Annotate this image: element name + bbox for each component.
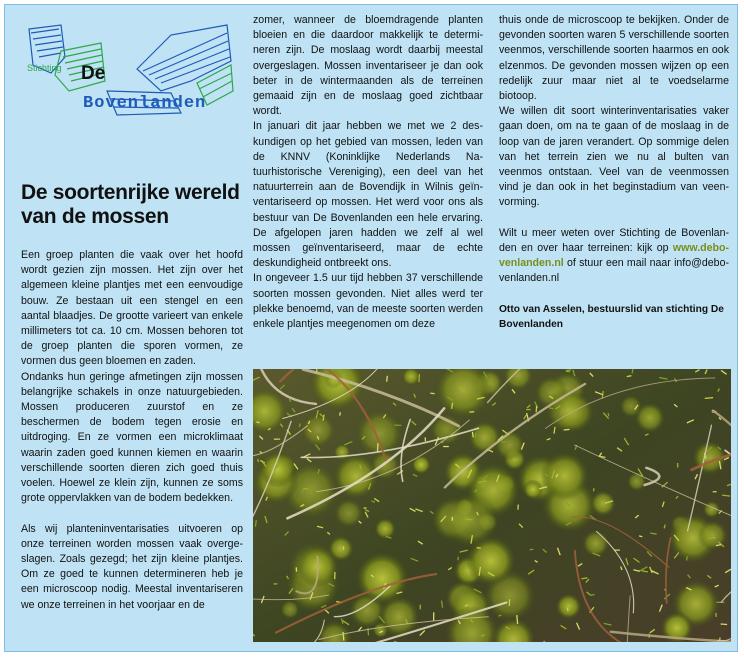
- logo-de: De: [81, 63, 106, 84]
- paragraph: thuis onde de microscoop te bekijken. Onder de gevonden soorten waren 5 verschillende soorten veenmos, verschillende soorten haarmos en ook elzenmos. De gevonden mossen wijzen op een redelijk zuur maar niet al te voedselarme biotoop.: [499, 14, 729, 103]
- column-1: [21, 248, 243, 613]
- article-page: [4, 4, 738, 652]
- column-2: [253, 13, 483, 332]
- moss-photo: [253, 369, 731, 642]
- website-link[interactable]: www.debovenlanden.nl: [499, 242, 729, 270]
- contact-paragraph: [499, 226, 729, 287]
- author-credit: Otto van Asselen, bestuurslid van stichting De Bovenlanden: [499, 303, 724, 331]
- contact-text: Wilt u meer weten over Stichting de Bovenlanden en over haar terreinen: kijk op: [499, 226, 729, 255]
- paragraph: In ongeveer 1.5 uur tijd hebben 37 verschillende soorten mossen gevonden. Niet alles werd ter plekke benoemd, van de meeste soorten werden enkele plantjes meegenomen om deze: [253, 272, 483, 331]
- paragraph: We willen dit soort winterinventarisaties vaker gaan doen, om na te gaan of de moslaag in de loop van de jaren verandert. Op sommige delen van het terrein zien we nu al bulten van veenmos ontstaan. Veel van de veenmossen vind je dan ook in het beginstadium van veenvorming.: [499, 105, 729, 209]
- paragraph: Een groep planten die vaak over het hoofd wordt gezien zijn mossen. Het zijn over het algemeen kleine plantjes met een eenvoudige bouw. Ze bestaan uit een stengel en een aantal blaadjes. De grootte varieert van enkele millimeters tot ca. 10 cm. Mossen behoren tot de groep planten die sporen vormen, ze vormen dus geen bloemen en zaden.: [21, 249, 243, 368]
- moss-photo-image: [253, 369, 731, 642]
- paragraph: In januari dit jaar hebben we met we 2 deskundigen op het gebied van mossen, leden van de KNNV (Koninklijke Nederlands Natuurhistorische Vereniging), een deel van het natuurterrein aan de Bovendijk in Wilnis geïnventariseerd op mossen. Het werd voor ons als bestuur van De Bovenlanden een hele ervaring. De afgelopen jaren hadden we zelf al wel mossen geïnventariseerd, maar de echte deskundigheid ontbreekt ons.: [253, 120, 483, 270]
- logo-stichting: Stichting: [27, 63, 62, 73]
- paragraph: zomer, wanneer de bloemdragende planten bloeien en die daardoor makkelijk te determineren zijn. De moslaag wordt daarbij meestal overgeslagen. Mossen inventariseer je dan ook beter in de wintermaanden als de terreinen gemaaid zijn en de moslaag goed zichtbaar wordt.: [253, 14, 483, 118]
- paragraph: Ondanks hun geringe afmetingen zijn mossen belangrijke schakels in onze natuurgebieden. Mossen produceren zuurstof en ze beschermen de bodem tegen erosie en uitdroging. En ze vormen een microklimaat waarin zaden goed kunnen kiemen en waarin verschillende soorten dieren zich goed thuis voelen. Hoewel ze klein zijn, kunnen ze soms grote oppervlakken van de bodem bedekken.: [21, 370, 243, 505]
- article-title: De soortenrijke wereld van de mossen: [21, 181, 240, 228]
- column-3: [499, 13, 729, 332]
- logo-bovenlanden: Bovenlanden: [83, 94, 207, 113]
- paragraph: Als wij planteninventarisaties uitvoeren op onze terreinen worden mossen vaak overgeslagen. Zoals gezegd; het zijn kleine plantjes. Om ze goed te kunnen determineren heb je een microscoop nodig. Meestal inventariseren we onze terreinen in het voorjaar en de: [21, 522, 243, 611]
- map-outline-icon: [21, 21, 236, 121]
- bovenlanden-logo: [21, 21, 236, 121]
- contact-text-after: of stuur een mail naar info@debovenlanden.nl: [499, 257, 729, 285]
